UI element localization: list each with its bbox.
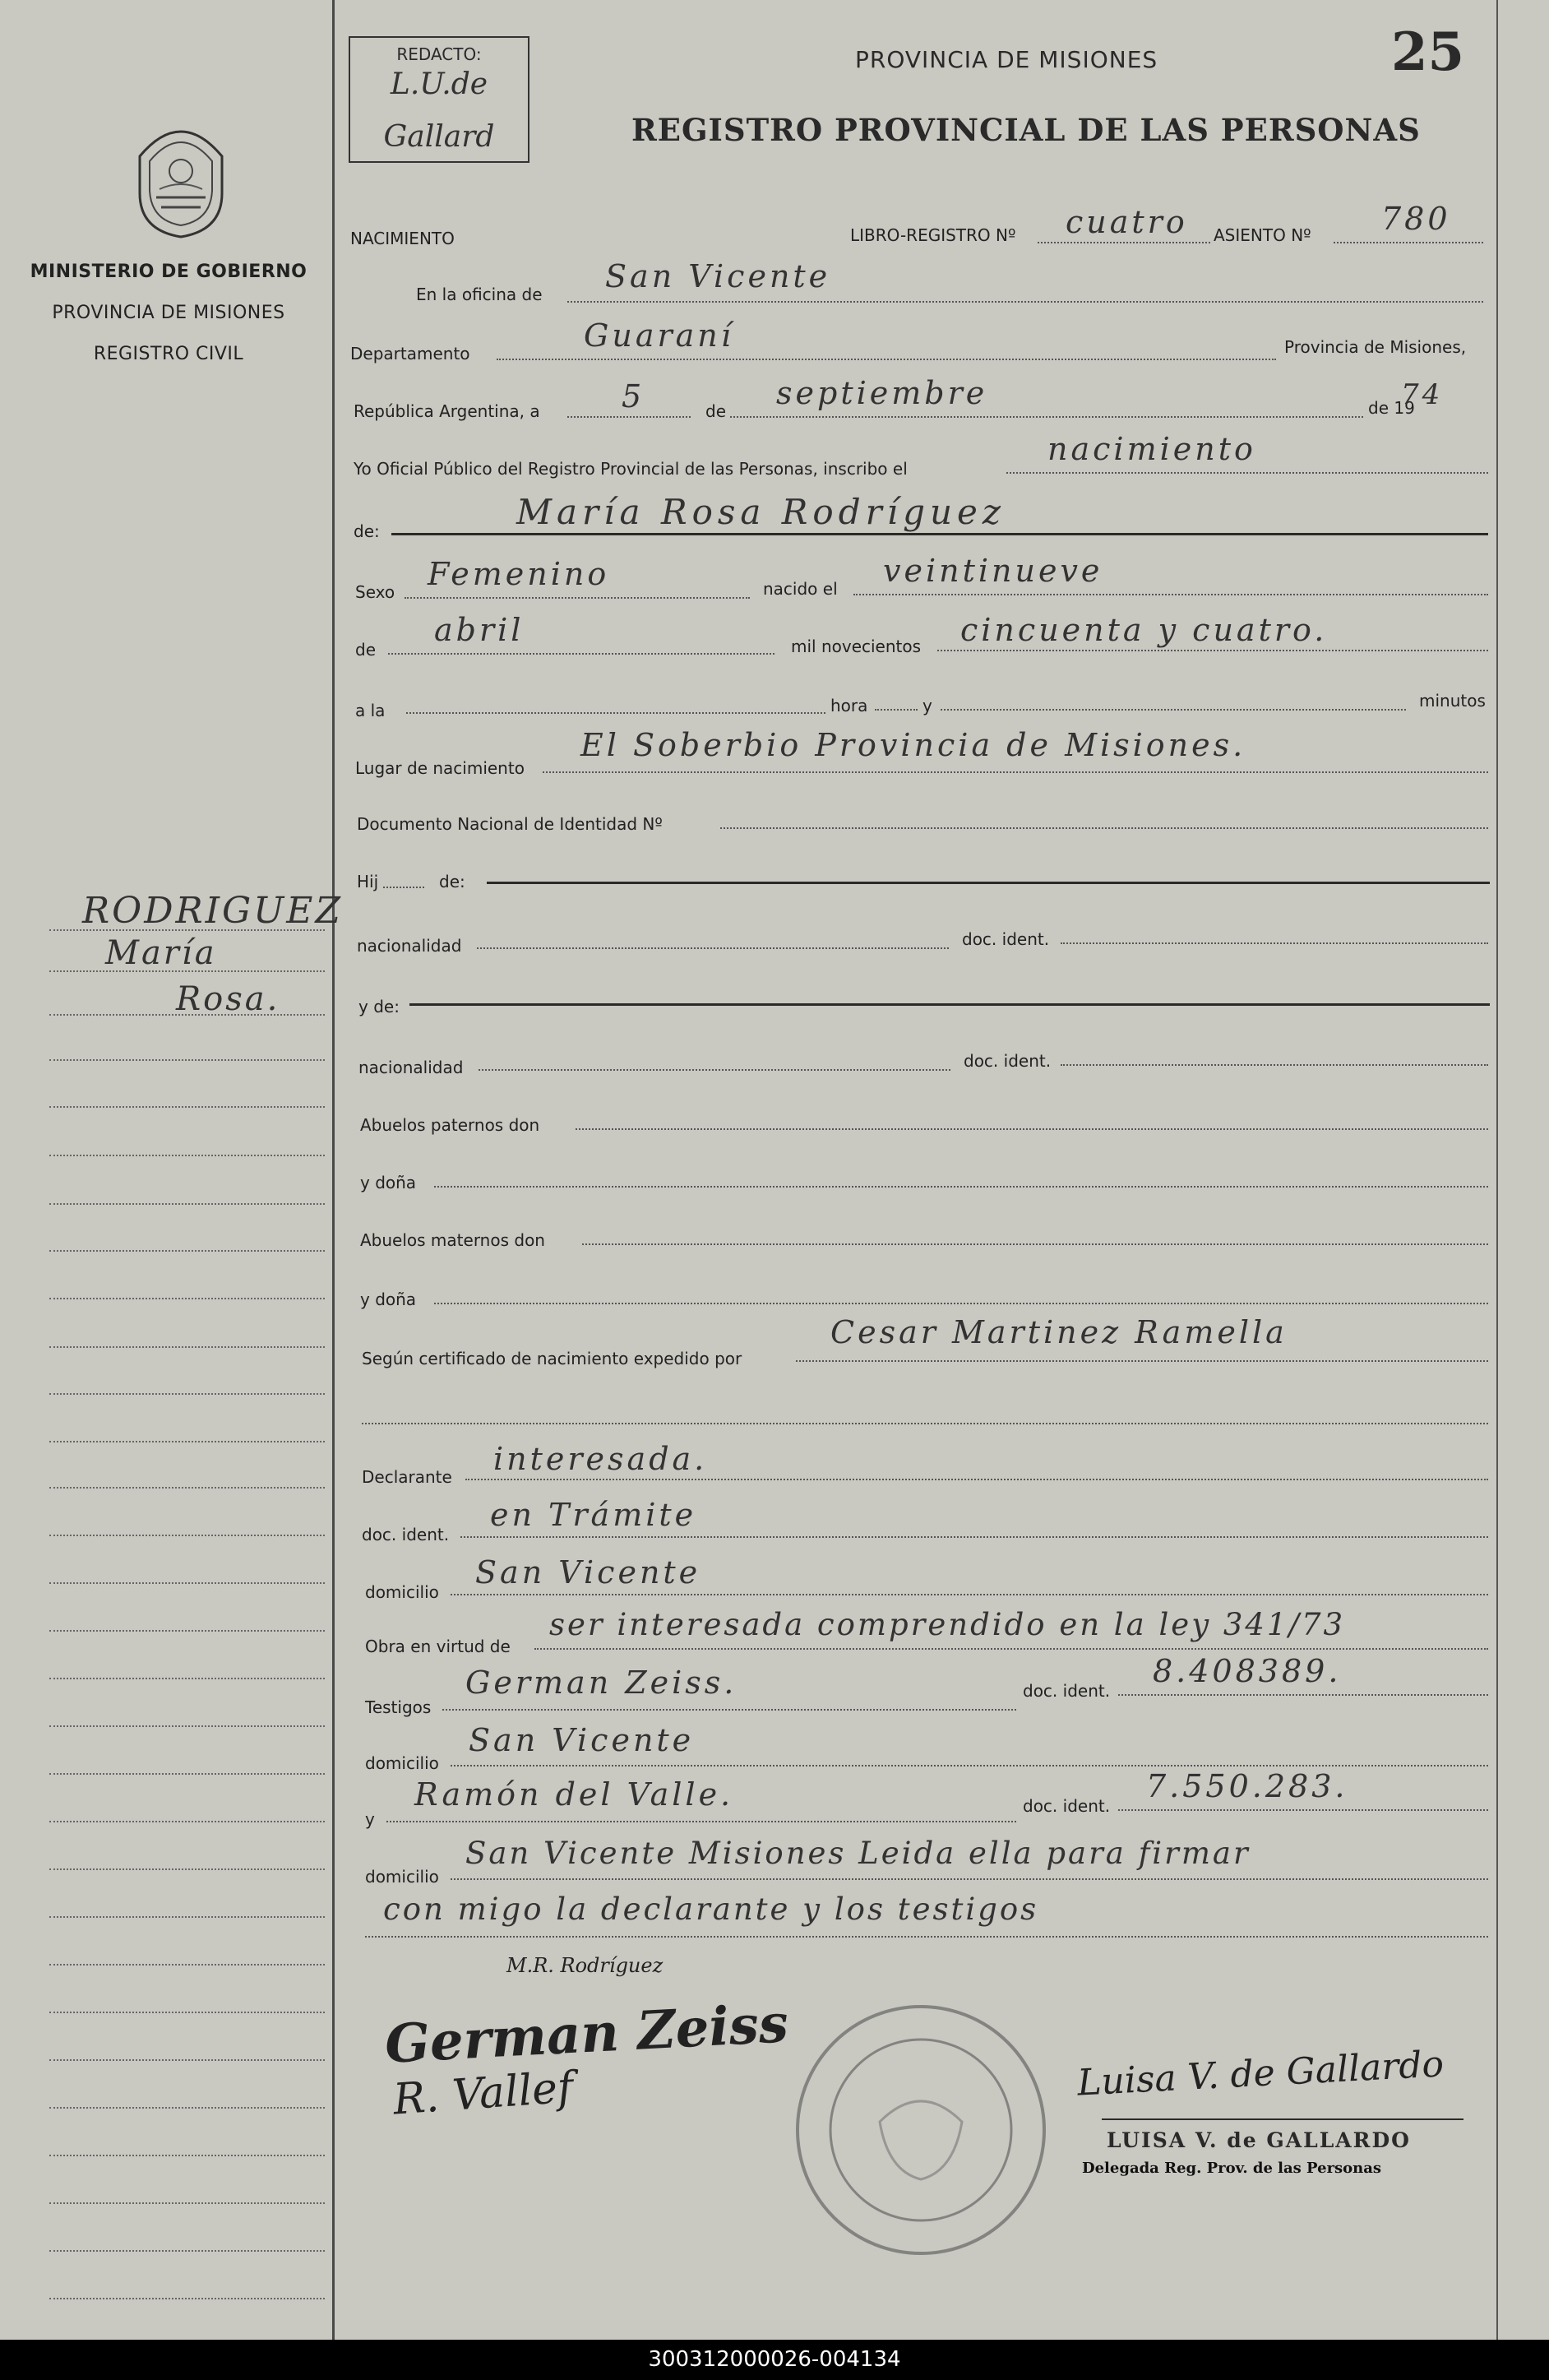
obra-value: ser interesada comprendido en la ley 341/73 bbox=[549, 1607, 1346, 1642]
de-mes-label: de bbox=[355, 640, 376, 660]
testigo1-value: German Zeiss. bbox=[465, 1665, 738, 1701]
declarante-label: Declarante bbox=[362, 1467, 452, 1487]
footer-id-bar bbox=[0, 2340, 1549, 2380]
domicilio-t1-label: domicilio bbox=[365, 1753, 439, 1773]
nacido-label: nacido el bbox=[763, 579, 838, 599]
domicilio-t2-label: domicilio bbox=[365, 1867, 439, 1887]
registro-civil-text: REGISTRO CIVIL bbox=[93, 344, 244, 364]
nacido-value: veintinueve bbox=[883, 553, 1103, 589]
domicilio-value: San Vicente bbox=[475, 1554, 701, 1591]
hij-de-label: de: bbox=[439, 872, 465, 891]
libro-value: cuatro bbox=[1066, 204, 1188, 240]
domicilio-t2-value: San Vicente Misiones Leida ella para firmar bbox=[465, 1836, 1251, 1871]
doc-ident-decl-label: doc. ident. bbox=[362, 1525, 450, 1544]
declarante-value: interesada. bbox=[493, 1441, 708, 1477]
province-heading: PROVINCIA DE MISIONES bbox=[855, 46, 1158, 73]
right-border bbox=[1496, 0, 1498, 2340]
domicilio-t1-value: San Vicente bbox=[469, 1722, 695, 1758]
de-label: de bbox=[705, 401, 726, 421]
official-role: Delegada Reg. Prov. de las Personas bbox=[1082, 2160, 1382, 2177]
de-person-label: de: bbox=[354, 521, 380, 541]
testigo2-value: Ramón del Valle. bbox=[414, 1776, 734, 1813]
y-dona-materna-label: y doña bbox=[360, 1290, 417, 1309]
mil-label: mil novecientos bbox=[791, 637, 922, 656]
margin-given-name-2: Rosa. bbox=[176, 980, 280, 1018]
oficina-value: San Vicente bbox=[605, 258, 831, 294]
witness2-signature: R. Vallef bbox=[391, 2063, 576, 2125]
obra-label: Obra en virtud de bbox=[365, 1637, 511, 1656]
provincia-text: PROVINCIA DE MISIONES bbox=[52, 303, 285, 323]
witness1-signature: German Zeiss bbox=[383, 1993, 790, 2076]
provincial-seal-icon bbox=[123, 115, 238, 238]
certificado-label: Según certificado de nacimiento expedido por bbox=[362, 1349, 742, 1368]
doc-ident-madre-label: doc. ident. bbox=[964, 1051, 1052, 1071]
de-anio-label: de 19 bbox=[1368, 398, 1415, 418]
abuelos-paternos-label: Abuelos paternos don bbox=[360, 1115, 540, 1135]
testigo2-doc-value: 7.550.283. bbox=[1146, 1768, 1348, 1804]
departamento-value: Guaraní bbox=[584, 317, 734, 354]
official-printed-name: LUISA V. de GALLARDO bbox=[1107, 2128, 1411, 2152]
libro-label: LIBRO-REGISTRO Nº bbox=[850, 225, 1016, 245]
doc-ident-t2-label: doc. ident. bbox=[1023, 1796, 1111, 1816]
testigos-label: Testigos bbox=[365, 1697, 432, 1717]
dia-value: 5 bbox=[622, 378, 645, 414]
y-de-label: y de: bbox=[358, 997, 400, 1016]
footer-id: 300312000026-004134 bbox=[648, 2347, 901, 2372]
nacionalidad-madre-label: nacionalidad bbox=[358, 1058, 464, 1077]
lugar-label: Lugar de nacimiento bbox=[355, 758, 525, 778]
doc-ident-decl-value: en Trámite bbox=[490, 1497, 697, 1533]
abuelos-maternos-label: Abuelos maternos don bbox=[360, 1230, 545, 1250]
y-dona-paterna-label: y doña bbox=[360, 1173, 417, 1192]
oficina-label: En la oficina de bbox=[416, 285, 543, 304]
a-la-label: a la bbox=[355, 701, 386, 720]
margin-surname: RODRIGUEZ bbox=[82, 890, 343, 932]
redacto-value-line2: Gallard bbox=[383, 120, 495, 154]
anio-nac-value: cincuenta y cuatro. bbox=[960, 612, 1328, 648]
mes-value: septiembre bbox=[776, 375, 988, 411]
redacto-label: REDACTO: bbox=[396, 44, 482, 64]
doc-ident-t1-label: doc. ident. bbox=[1023, 1681, 1111, 1701]
redacto-box bbox=[349, 36, 529, 163]
mes-nac-value: abril bbox=[434, 612, 525, 648]
y-label: y bbox=[922, 696, 932, 715]
hora-label: hora bbox=[830, 696, 868, 715]
sexo-value: Femenino bbox=[428, 556, 610, 592]
official-stamp-icon bbox=[789, 1998, 1052, 2262]
redacto-value-line1: L.U.de bbox=[390, 67, 488, 101]
oficial-label: Yo Oficial Público del Registro Provincial de las Personas, inscribo el bbox=[354, 459, 908, 479]
asiento-value: 780 bbox=[1381, 201, 1451, 237]
oficial-value: nacimiento bbox=[1047, 431, 1256, 467]
hij-label: Hij bbox=[357, 872, 379, 891]
person-name-value: María Rosa Rodríguez bbox=[516, 492, 1006, 532]
page-title: REGISTRO PROVINCIAL DE LAS PERSONAS bbox=[631, 112, 1421, 148]
testigo1-doc-value: 8.408389. bbox=[1153, 1653, 1342, 1689]
dni-label: Documento Nacional de Identidad Nº bbox=[357, 814, 663, 834]
provincia-suffix: Provincia de Misiones, bbox=[1284, 337, 1467, 357]
republica-label: República Argentina, a bbox=[354, 401, 540, 421]
minutos-label: minutos bbox=[1419, 691, 1486, 711]
nacionalidad-padre-label: nacionalidad bbox=[357, 936, 462, 956]
ministerio-text: MINISTERIO DE GOBIERNO bbox=[30, 262, 307, 282]
doc-ident-padre-label: doc. ident. bbox=[962, 929, 1050, 949]
declarant-signature: M.R. Rodríguez bbox=[506, 1954, 664, 1977]
lugar-value: El Soberbio Provincia de Misiones. bbox=[580, 727, 1246, 763]
sexo-label: Sexo bbox=[355, 582, 395, 602]
asiento-label: ASIENTO Nº bbox=[1214, 225, 1311, 245]
page-number: 25 bbox=[1391, 21, 1465, 83]
departamento-label: Departamento bbox=[350, 344, 470, 363]
anio-value: 74 bbox=[1401, 378, 1444, 411]
domicilio-label: domicilio bbox=[365, 1582, 439, 1602]
certificado-value: Cesar Martinez Ramella bbox=[830, 1314, 1288, 1350]
sidebar-divider bbox=[332, 0, 335, 2340]
official-signature: Luisa V. de Gallardo bbox=[1075, 2043, 1445, 2104]
y-testigo-label: y bbox=[365, 1809, 375, 1829]
margin-given-name-1: María bbox=[105, 934, 217, 972]
record-type-label: NACIMIENTO bbox=[350, 229, 455, 248]
continuation-value: con migo la declarante y los testigos bbox=[383, 1891, 1039, 1927]
